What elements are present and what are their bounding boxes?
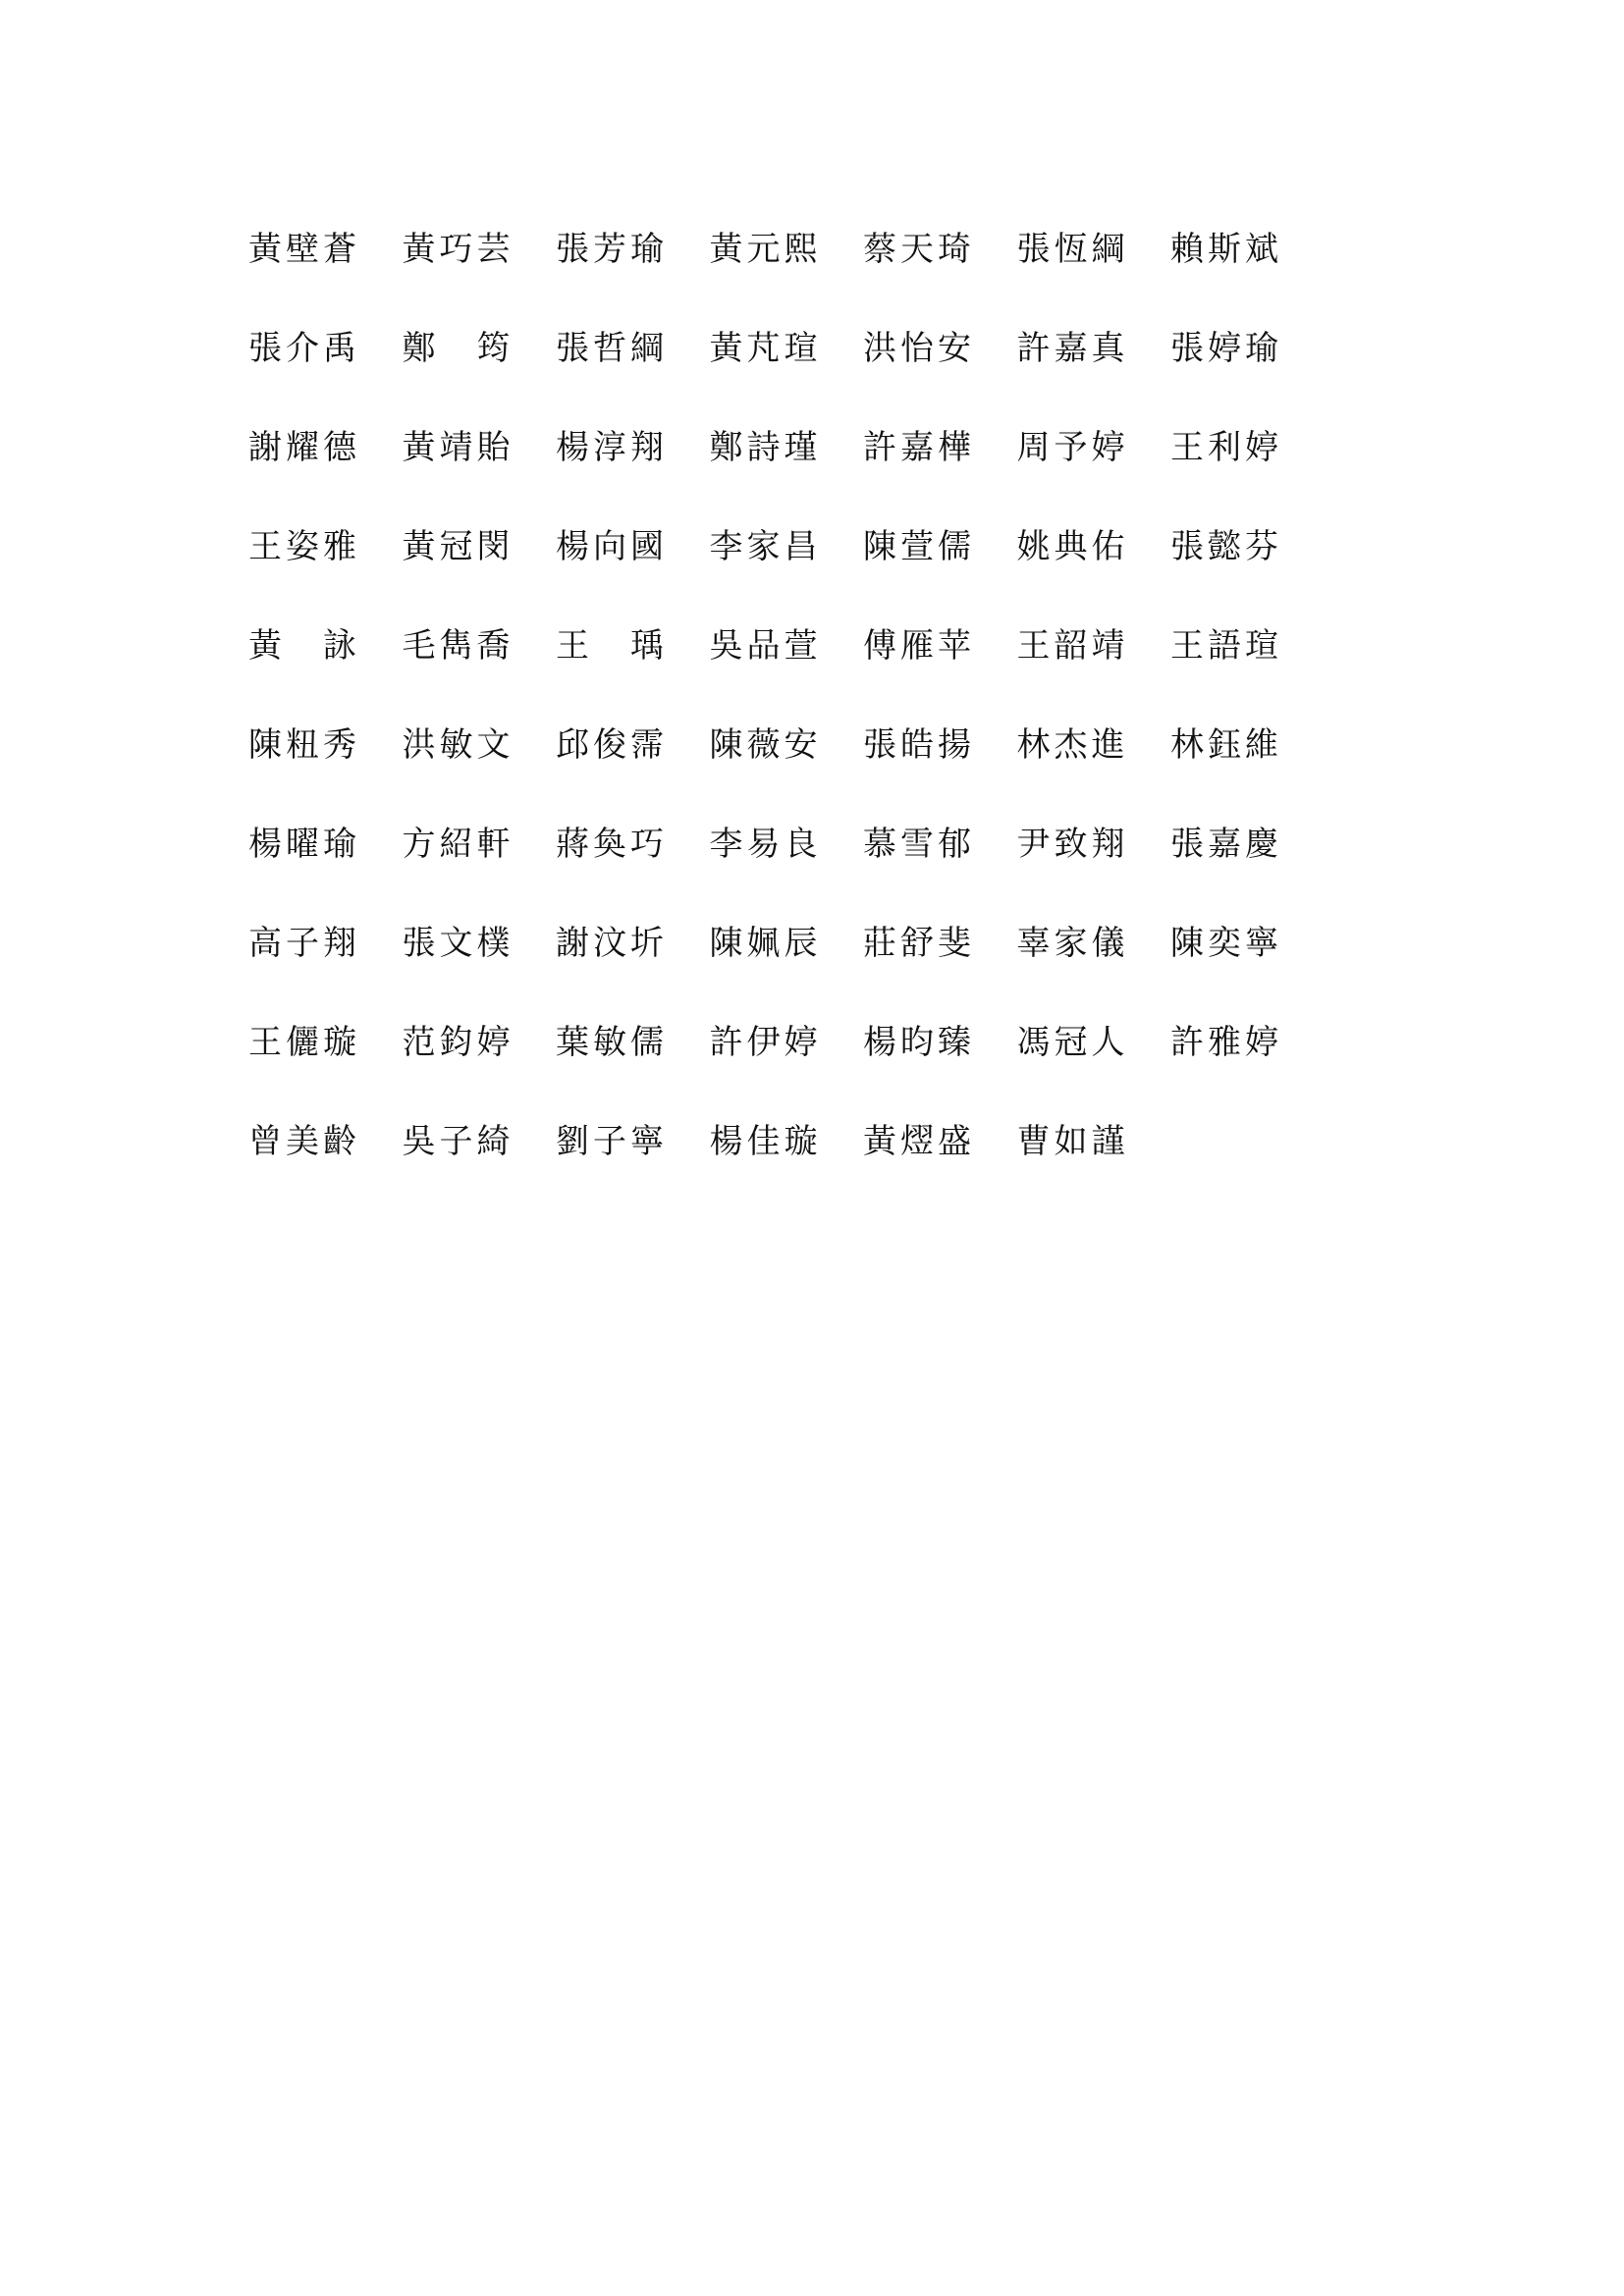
name-entry: 林鈺維 xyxy=(1170,725,1282,765)
name-entry: 范鈞婷 xyxy=(402,1023,514,1062)
name-entry: 陳姵辰 xyxy=(709,924,822,963)
name-entry: 方紹軒 xyxy=(402,825,514,864)
name-entry: 許嘉真 xyxy=(1016,329,1129,368)
name-entry: 賴斯斌 xyxy=(1170,230,1282,269)
name-entry: 張介禹 xyxy=(248,329,360,368)
name-entry: 王姿雅 xyxy=(248,527,360,566)
name-entry: 黃巧芸 xyxy=(402,230,514,269)
name-entry: 王韶靖 xyxy=(1016,626,1129,666)
name-entry: 毛雋喬 xyxy=(402,626,514,666)
name-entry: 楊曜瑜 xyxy=(248,825,360,864)
name-entry: 洪怡安 xyxy=(863,329,975,368)
name-entry: 楊昀臻 xyxy=(863,1023,975,1062)
name-entry: 李易良 xyxy=(709,825,822,864)
name-entry: 黃冠閔 xyxy=(402,527,514,566)
name-entry: 陳薇安 xyxy=(709,725,822,765)
name-entry: 吳品萱 xyxy=(709,626,822,666)
name-entry: 王 瑀 xyxy=(556,626,668,666)
name-list xyxy=(248,218,1338,1209)
name-entry: 許雅婷 xyxy=(1170,1023,1282,1062)
name-entry: 葉敏儒 xyxy=(556,1023,668,1062)
name-entry: 張婷瑜 xyxy=(1170,329,1282,368)
name-entry: 黃靖貽 xyxy=(402,428,514,467)
name-entry: 傅雁苹 xyxy=(863,626,975,666)
name-entry: 鄭詩瑾 xyxy=(709,428,822,467)
name-entry: 辜家儀 xyxy=(1016,924,1129,963)
name-entry: 黃芃瑄 xyxy=(709,329,822,368)
name-entry: 謝汶圻 xyxy=(556,924,668,963)
name-entry: 陳奕寧 xyxy=(1170,924,1282,963)
name-entry: 洪敏文 xyxy=(402,725,514,765)
name-entry: 楊向國 xyxy=(556,527,668,566)
name-entry: 陳萱儒 xyxy=(863,527,975,566)
name-entry: 慕雪郁 xyxy=(863,825,975,864)
name-entry: 高子翔 xyxy=(248,924,360,963)
name-entry: 林杰進 xyxy=(1016,725,1129,765)
name-entry: 黃熤盛 xyxy=(863,1122,975,1161)
name-entry: 張嘉慶 xyxy=(1170,825,1282,864)
name-entry: 張文樸 xyxy=(402,924,514,963)
name-entry: 楊淳翔 xyxy=(556,428,668,467)
name-entry: 王儷璇 xyxy=(248,1023,360,1062)
name-entry: 蔣奐巧 xyxy=(556,825,668,864)
name-entry: 張哲綱 xyxy=(556,329,668,368)
name-entry: 張芳瑜 xyxy=(556,230,668,269)
name-entry: 劉子寧 xyxy=(556,1122,668,1161)
name-entry: 張皓揚 xyxy=(863,725,975,765)
name-entry: 李家昌 xyxy=(709,527,822,566)
name-entry: 周予婷 xyxy=(1016,428,1129,467)
name-entry: 張恆綱 xyxy=(1016,230,1129,269)
name-entry: 陳粈秀 xyxy=(248,725,360,765)
name-entry: 謝耀德 xyxy=(248,428,360,467)
name-entry: 張懿芬 xyxy=(1170,527,1282,566)
name-entry: 曹如謹 xyxy=(1016,1122,1129,1161)
name-entry: 鄭 筠 xyxy=(402,329,514,368)
name-entry: 王利婷 xyxy=(1170,428,1282,467)
name-entry: 吳子綺 xyxy=(402,1122,514,1161)
name-entry: 黃 詠 xyxy=(248,626,360,666)
name-entry: 黃壁蒼 xyxy=(248,230,360,269)
name-entry: 黃元熙 xyxy=(709,230,822,269)
name-entry: 馮冠人 xyxy=(1016,1023,1129,1062)
name-entry: 莊舒斐 xyxy=(863,924,975,963)
name-entry: 邱俊霈 xyxy=(556,725,668,765)
name-entry: 王語瑄 xyxy=(1170,626,1282,666)
name-entry: 蔡天琦 xyxy=(863,230,975,269)
name-entry: 許嘉樺 xyxy=(863,428,975,467)
name-entry: 姚典佑 xyxy=(1016,527,1129,566)
name-entry: 尹致翔 xyxy=(1016,825,1129,864)
name-entry: 曾美齡 xyxy=(248,1122,360,1161)
name-entry: 許伊婷 xyxy=(709,1023,822,1062)
name-entry: 楊佳璇 xyxy=(709,1122,822,1161)
